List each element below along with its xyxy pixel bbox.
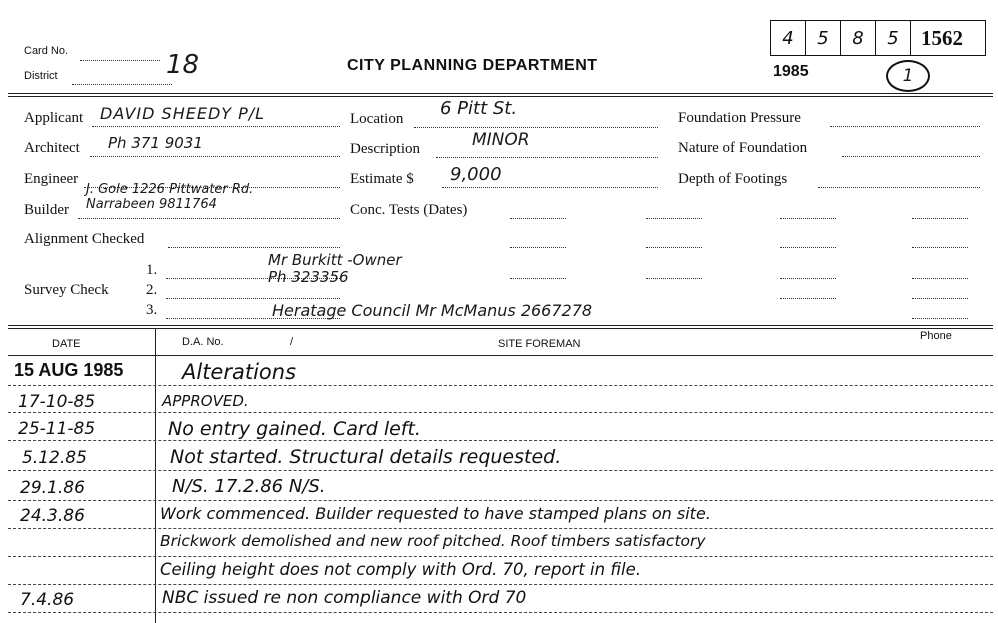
ref-number: 1562 [921, 26, 963, 50]
blank-line-a3 [780, 247, 836, 248]
header-divider-2 [8, 96, 993, 97]
log-row-3-entry: No entry gained. Card left. [168, 418, 421, 440]
ref-digit-2: 5 [806, 21, 841, 55]
log-rule-7 [8, 556, 993, 557]
card-no-line [80, 60, 160, 61]
card-no-label: Card No. [24, 45, 69, 57]
alignment-line [168, 247, 340, 248]
applicant-line [92, 126, 340, 127]
location-line [414, 127, 658, 128]
estimate-value: 9,000 [450, 164, 502, 185]
description-label: Description [350, 141, 420, 157]
blank-line-a2 [646, 247, 702, 248]
phone-header: Phone [920, 330, 952, 342]
foundation-pressure-line [830, 126, 980, 127]
log-rule-1 [8, 385, 993, 386]
da-column-header: D.A. No. [182, 336, 224, 348]
log-top-border [8, 325, 993, 326]
ref-digit-3: 8 [841, 21, 876, 55]
survey-3-label: 3. [146, 302, 158, 318]
nature-foundation-line [842, 156, 980, 157]
circled-number-text: 1 [902, 66, 914, 86]
architect-label: Architect [24, 140, 80, 156]
district-value: 18 [166, 50, 200, 80]
date-column-header: DATE [52, 338, 81, 350]
blank-line-c4 [912, 298, 968, 299]
form-year: 1985 [773, 63, 809, 80]
blank-line-a1 [510, 247, 566, 248]
ref-digit-1: 4 [771, 21, 806, 55]
log-row-1-entry: Alterations [182, 360, 297, 384]
circled-number [886, 60, 930, 92]
log-row-5-date: 29.1.86 [20, 478, 85, 498]
page-title: CITY PLANNING DEPARTMENT [347, 57, 598, 74]
survey-note-1: Mr Burkitt -Owner [268, 251, 402, 269]
survey-1-label: 1. [146, 262, 158, 278]
log-row-7-entry: Brickwork demolished and new roof pitched. Roof timbers satisfactory [160, 532, 706, 550]
blank-line-d4 [912, 318, 968, 319]
engineer-value: J. Gole 1226 Pittwater Rd. [86, 182, 254, 197]
log-row-6-entry: Work commenced. Builder requested to have stamped plans on site. [160, 504, 711, 523]
builder-line [78, 218, 340, 219]
conc-tests-line-1 [510, 218, 566, 219]
site-foreman-header: SITE FOREMAN [498, 338, 581, 350]
da-slash: / [290, 336, 294, 348]
log-rule-9 [8, 612, 993, 613]
log-rule-4 [8, 470, 993, 471]
estimate-line [442, 187, 658, 188]
nature-foundation-label: Nature of Foundation [678, 140, 808, 156]
depth-footings-line [818, 187, 980, 188]
log-row-3-date: 25-11-85 [18, 419, 96, 439]
applicant-value: DAVID SHEEDY P/L [100, 104, 266, 123]
architect-line [90, 156, 340, 157]
location-value: 6 Pitt St. [440, 98, 518, 119]
reference-box [770, 20, 986, 56]
district-label: District [24, 70, 58, 82]
depth-footings-label: Depth of Footings [678, 171, 788, 187]
log-rule-8 [8, 584, 993, 585]
log-row-8-entry: Ceiling height does not comply with Ord. 70, report in file. [160, 560, 641, 579]
foundation-pressure-label: Foundation Pressure [678, 110, 801, 126]
blank-line-c3 [780, 298, 836, 299]
district-line [72, 84, 172, 85]
estimate-label: Estimate $ [350, 171, 414, 187]
applicant-label: Applicant [24, 110, 84, 126]
log-row-6-date: 24.3.86 [20, 506, 85, 526]
date-column-divider [155, 328, 156, 623]
ref-digit-4: 5 [876, 21, 911, 55]
description-value: MINOR [472, 130, 530, 150]
log-row-5-entry: N/S. 17.2.86 N/S. [172, 476, 326, 497]
conc-tests-line-2 [646, 218, 702, 219]
survey-note-2: Ph 323356 [268, 268, 349, 286]
engineer-label: Engineer [24, 171, 79, 187]
conc-tests-label: Conc. Tests (Dates) [350, 202, 468, 218]
log-row-1-date: 15 AUG 1985 [14, 360, 124, 380]
log-rule-6 [8, 528, 993, 529]
survey-check-label: Survey Check [24, 282, 109, 298]
log-row-2-date: 17-10-85 [18, 392, 96, 412]
log-rule-2 [8, 412, 993, 413]
survey-2-line [166, 298, 340, 299]
conc-tests-line-4 [912, 218, 968, 219]
log-rule-3 [8, 440, 993, 441]
builder-label: Builder [24, 202, 69, 218]
blank-line-b3 [780, 278, 836, 279]
survey-2-label: 2. [146, 282, 158, 298]
builder-value: Narrabeen 9811764 [86, 197, 217, 212]
log-rule-5 [8, 500, 993, 501]
header-divider [8, 93, 993, 94]
log-row-4-entry: Not started. Structural details requested. [170, 446, 562, 468]
alignment-label: Alignment Checked [24, 231, 145, 247]
log-row-2-entry: APPROVED. [162, 392, 249, 410]
architect-value: Ph 371 9031 [108, 134, 203, 152]
log-row-4-date: 5.12.85 [22, 448, 87, 468]
blank-line-b4 [912, 278, 968, 279]
location-label: Location [350, 111, 404, 127]
blank-line-b2 [646, 278, 702, 279]
description-line [436, 157, 658, 158]
log-row-9-date: 7.4.86 [20, 590, 75, 610]
blank-line-b1 [510, 278, 566, 279]
blank-line-a4 [912, 247, 968, 248]
conc-tests-line-3 [780, 218, 836, 219]
survey-note-3: Heratage Council Mr McManus 2667278 [272, 301, 593, 320]
log-row-9-entry: NBC issued re non compliance with Ord 70 [162, 588, 527, 608]
